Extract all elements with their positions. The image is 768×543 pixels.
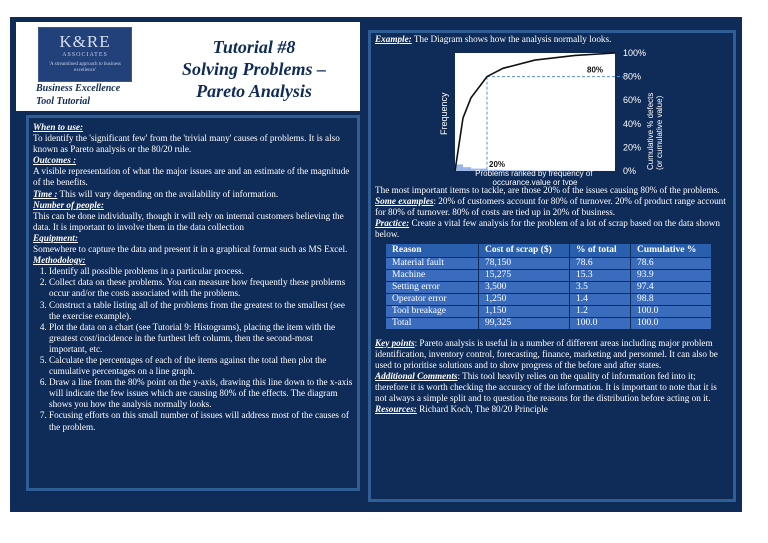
table-row <box>386 269 712 281</box>
right-axis-label: Cumulative % defects (or cumulative value) <box>646 92 664 171</box>
right-panel <box>368 30 736 502</box>
x-axis-label: Problems ranked by frequency of occurance,value or type <box>475 169 593 186</box>
column-header: Cumulative % <box>631 243 712 257</box>
title-line-1: Tutorial #8 <box>212 37 296 57</box>
outcomes-heading: Outcomes : <box>33 155 77 166</box>
methodology-step: 3. Construct a table listing all of the problems from the greatest to the smallest (see the exercise example). <box>49 300 353 322</box>
table-cell: Machine <box>386 269 479 281</box>
methodology-step: 7. Focusing efforts on this small number of issues will address most of the causes of the problem. <box>49 410 353 432</box>
table-row <box>386 305 712 317</box>
table-row <box>386 293 712 305</box>
right-tick-label: 80% <box>623 71 642 82</box>
table-header-row <box>386 243 712 257</box>
table-cell: 3,500 <box>479 281 570 293</box>
table-cell: 15,275 <box>479 269 570 281</box>
practice-text: Create a vital few analysis for the problem of a lot of scrap based on the data shown below. <box>375 218 720 240</box>
table-cell: Total <box>386 317 479 329</box>
brand-line-1: Business Excellence <box>36 83 121 94</box>
table-cell: 1.4 <box>570 293 631 305</box>
examples-heading: Some examples <box>375 196 434 207</box>
table-cell: 100.0 <box>570 317 631 329</box>
resources-text: Richard Koch, The 80/20 Principle <box>416 404 548 415</box>
title-line-3: Pareto Analysis <box>196 81 312 101</box>
table-cell: 1,250 <box>479 293 570 305</box>
pareto-chart-svg <box>375 45 727 185</box>
logo-tagline: 'A streamlined approach to business excellence' <box>49 62 121 73</box>
company-logo <box>38 27 132 82</box>
when-section <box>33 122 353 133</box>
brand-label <box>36 82 146 108</box>
methodology-step: 2. Collect data on these problems. You can measure how frequently these problems occur and/or the costs associated with the problems. <box>49 277 353 299</box>
methodology-step: 6. Draw a line from the 80% point on the y-axis, drawing this line down to the x-axis will indicate the few issues which are causing 80% of the effects. The diagram shows you how the analysis normally looks. <box>49 377 353 410</box>
table-cell: 78.6 <box>570 257 631 269</box>
column-header: Cost of scrap ($) <box>479 243 570 257</box>
table-cell: Setting error <box>386 281 479 293</box>
left-axis-label: Frequency <box>439 92 449 136</box>
logo-main-text: K&RE <box>59 32 111 51</box>
table-cell: 15.3 <box>570 269 631 281</box>
table-cell: Material fault <box>386 257 479 269</box>
example-heading: Example: <box>375 34 412 44</box>
outcomes-text: A visible representation of what the major issues are and an estimate of the magnitude of the benefits. <box>33 166 350 188</box>
table-cell: 98.8 <box>631 293 712 305</box>
comments-text: : This tool heavily relies on the quality of information fed into it; therefore it is worth checking the accuracy of the information. It is important to note that it is not always a simple split and to question the reasons for the distribution before acting on it. <box>375 370 717 404</box>
methodology-step: 5. Calculate the percentages of each of the items against the total then plot the cumulative percentages on a line graph. <box>49 355 353 377</box>
right-tick-label: 40% <box>623 118 642 129</box>
time-heading: Time : <box>33 188 58 199</box>
equipment-text: Somewhere to capture the data and present it in a graphical format such as MS Excel. <box>33 244 348 255</box>
left-panel <box>26 115 360 491</box>
title-line-2: Solving Problems – <box>181 59 326 79</box>
right-tick-label: 20% <box>623 142 642 153</box>
right-tick-label: 0% <box>623 166 637 177</box>
logo-sub-text: ASSOCIATES <box>62 52 108 58</box>
when-heading: When to use: <box>33 122 84 132</box>
time-text: This will vary depending on the availability of information. <box>57 188 279 199</box>
page-title <box>150 36 358 102</box>
table-cell: 78,150 <box>479 257 570 269</box>
methodology-list <box>33 266 353 432</box>
examples-text: : 20% of customers account for 80% of turnover. 20% of product range account for 80% of turnover. 80% of costs are tied up in 20% of business. <box>375 196 726 218</box>
example-text: The Diagram shows how the analysis normally looks. <box>411 34 612 44</box>
table-cell: 1.2 <box>570 305 631 317</box>
column-header: % of total <box>570 243 631 257</box>
keypoints-heading: Key points <box>375 337 415 348</box>
keypoints-text: : Pareto analysis is useful in a number of different areas including major problem identification, inventory control, forecasting, finance, marketing and personnel. It can also be used to prioritise solutions and to show progress of the before and after states. <box>375 337 718 370</box>
table-cell: 78.6 <box>631 257 712 269</box>
people-text: This can be done individually, though it will rely on internal customers believing the data. It is important to involve them in the data collection <box>33 210 344 232</box>
when-text: To identify the 'significant few' from the 'trivial many' causes of problems. It is also known as Pareto analysis or the 80/20 rule. <box>33 133 340 155</box>
table-cell: 100.0 <box>631 317 712 329</box>
annotation-80: 80% <box>587 65 604 75</box>
important-text: The most important items to tackle, are those 20% of the issues causing 80% of the problems. <box>375 185 720 196</box>
pareto-chart <box>375 45 727 185</box>
resources-heading: Resources: <box>375 404 417 415</box>
annotation-20: 20% <box>489 160 506 170</box>
table-cell: 99,325 <box>479 317 570 329</box>
equipment-heading: Equipment: <box>33 232 78 243</box>
table-row <box>386 257 712 269</box>
frequency-bar <box>463 167 471 171</box>
table-cell: 1,150 <box>479 305 570 317</box>
scrap-data-table <box>385 243 712 330</box>
right-tick-label: 100% <box>623 48 647 59</box>
methodology-heading: Methodology: <box>33 255 86 266</box>
comments-heading: Additional Comments <box>375 370 458 381</box>
column-header: Reason <box>386 243 479 257</box>
table-row <box>386 281 712 293</box>
right-tick-label: 60% <box>623 95 642 106</box>
table-cell: Tool breakage <box>386 305 479 317</box>
methodology-step: 4. Plot the data on a chart (see Tutorial 9: Histograms), placing the item with the greatest cost/incidence in the furthest left column, then the second-most important, etc. <box>49 322 353 355</box>
table-cell: 100.0 <box>631 305 712 317</box>
table-cell: 97.4 <box>631 281 712 293</box>
brand-line-2: Tool Tutorial <box>36 96 90 107</box>
people-heading: Number of people: <box>33 199 104 210</box>
table-cell: 93.9 <box>631 269 712 281</box>
practice-heading: Practice: <box>375 218 410 229</box>
table-cell: 3.5 <box>570 281 631 293</box>
table-cell: Operator error <box>386 293 479 305</box>
methodology-step: 1. Identify all possible problems in a particular process. <box>49 266 353 277</box>
table-row <box>386 317 712 329</box>
